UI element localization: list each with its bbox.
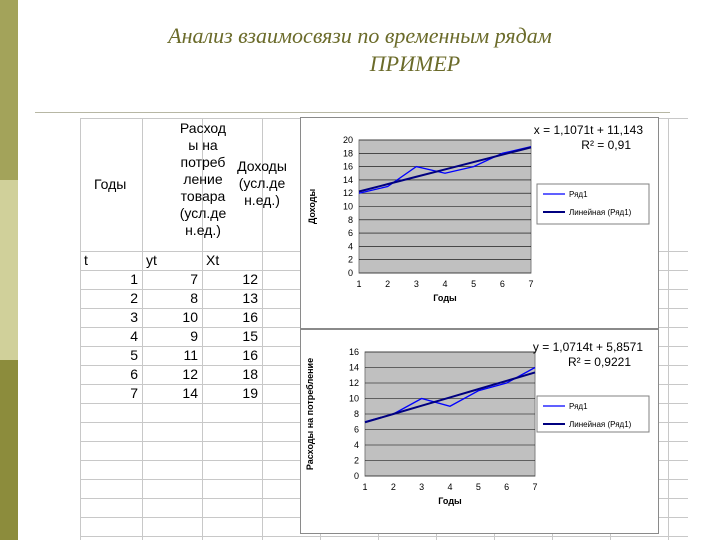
- y-tick-label: 12: [348, 378, 359, 388]
- legend-label: Линейная (Ряд1): [569, 420, 632, 429]
- cell-yt: 10: [182, 309, 198, 325]
- header-expense-line: ление: [183, 171, 223, 187]
- y-tick-label: 2: [353, 455, 359, 466]
- cell-yt: 7: [190, 271, 198, 287]
- cell-xt: 18: [242, 366, 258, 382]
- y-tick-label: 6: [353, 424, 359, 435]
- sidebar-band-middle: [0, 180, 18, 360]
- y-tick-label: 20: [342, 135, 353, 145]
- y-tick-label: 2: [347, 254, 353, 265]
- y-axis-label: Доходы: [307, 188, 317, 225]
- cell-t: 3: [130, 309, 138, 325]
- header-expense-line: товара: [180, 188, 226, 204]
- cell-yt: 11: [183, 347, 198, 363]
- cell-t: 5: [130, 347, 138, 363]
- y-tick-label: 14: [348, 362, 359, 373]
- sidebar-decoration: [0, 0, 18, 540]
- y-tick-label: 16: [348, 347, 359, 357]
- slide-title: [0, 22, 720, 78]
- cell-xt: 16: [242, 347, 258, 363]
- x-tick-label: 5: [471, 279, 477, 289]
- cell-t: 2: [130, 290, 138, 306]
- y-tick-label: 10: [342, 201, 353, 212]
- cell-xt: 19: [242, 385, 258, 401]
- sidebar-band-bottom: [0, 360, 18, 540]
- subheader-t: t: [84, 252, 88, 268]
- cell-yt: 14: [182, 385, 198, 401]
- x-axis-label: Годы: [438, 496, 462, 506]
- y-tick-label: 0: [353, 471, 359, 481]
- x-tick-label: 2: [390, 482, 396, 492]
- y-tick-label: 18: [342, 148, 353, 159]
- x-tick-label: 7: [528, 279, 534, 289]
- y-tick-label: 14: [342, 174, 353, 185]
- y-tick-label: 12: [342, 188, 353, 199]
- header-income-line: Доходы: [237, 158, 287, 174]
- r-squared: R² = 0,91: [581, 138, 631, 152]
- header-expense-line: н.ед.): [185, 222, 221, 238]
- trend-equation: y = 1,0714t + 5,8571: [532, 340, 643, 354]
- x-tick-label: 3: [419, 482, 425, 492]
- y-tick-label: 0: [347, 268, 353, 278]
- header-expense-line: потреб: [180, 154, 226, 170]
- y-tick-label: 8: [353, 409, 359, 419]
- x-tick-label: 6: [504, 482, 510, 492]
- legend-label: Ряд1: [569, 190, 588, 199]
- legend-label: Линейная (Ряд1): [569, 208, 632, 217]
- cell-t: 1: [130, 271, 138, 287]
- cell-xt: 15: [242, 328, 258, 344]
- header-years: Годы: [94, 176, 127, 192]
- header-income-line: (усл.де: [238, 175, 286, 191]
- cell-yt: 8: [190, 290, 198, 306]
- expense-chart-svg: [301, 330, 658, 533]
- y-axis-label: Расходы на потребление: [305, 357, 315, 471]
- x-tick-label: 2: [385, 279, 391, 289]
- subheader-xt: Xt: [206, 252, 220, 268]
- title-line-2: ПРИМЕР: [369, 51, 461, 76]
- cell-yt: 9: [190, 328, 198, 344]
- x-axis-label: Годы: [433, 293, 457, 303]
- cell-xt: 13: [242, 290, 258, 306]
- cell-t: 7: [130, 385, 138, 401]
- header-expense-line: Расход: [179, 120, 227, 136]
- x-tick-label: 4: [442, 279, 448, 289]
- cell-xt: 12: [242, 271, 258, 287]
- cell-t: 4: [130, 328, 138, 344]
- x-tick-label: 3: [413, 279, 419, 289]
- trend-equation: x = 1,1071t + 11,143: [533, 123, 643, 137]
- x-tick-label: 1: [356, 279, 362, 289]
- y-tick-label: 8: [347, 214, 353, 225]
- x-tick-label: 1: [362, 482, 368, 492]
- x-tick-label: 4: [447, 482, 453, 492]
- cell-t: 6: [130, 366, 138, 382]
- y-tick-label: 4: [353, 440, 359, 450]
- legend-box: [537, 184, 649, 224]
- subheader-yt: yt: [146, 252, 157, 268]
- legend-label: Ряд1: [569, 402, 588, 411]
- y-tick-label: 6: [347, 228, 353, 239]
- header-expense-line: (усл.де: [179, 205, 227, 221]
- title-line-1: Анализ взаимосвязи по временным рядам: [168, 23, 552, 48]
- cell-xt: 16: [242, 309, 258, 325]
- header-expense-line: ы на: [188, 137, 218, 153]
- header-income-line: н.ед.): [244, 192, 280, 208]
- r-squared: R² = 0,9221: [567, 355, 631, 369]
- title-divider: [35, 112, 670, 113]
- x-tick-label: 6: [499, 279, 505, 289]
- x-tick-label: 5: [475, 482, 481, 492]
- expense-chart: [300, 329, 659, 534]
- cell-yt: 12: [182, 366, 198, 382]
- x-tick-label: 7: [532, 482, 538, 492]
- y-tick-label: 16: [342, 161, 353, 172]
- income-chart-svg: [301, 118, 658, 328]
- income-chart: [300, 117, 659, 329]
- y-tick-label: 10: [348, 393, 359, 404]
- y-tick-label: 4: [347, 241, 353, 252]
